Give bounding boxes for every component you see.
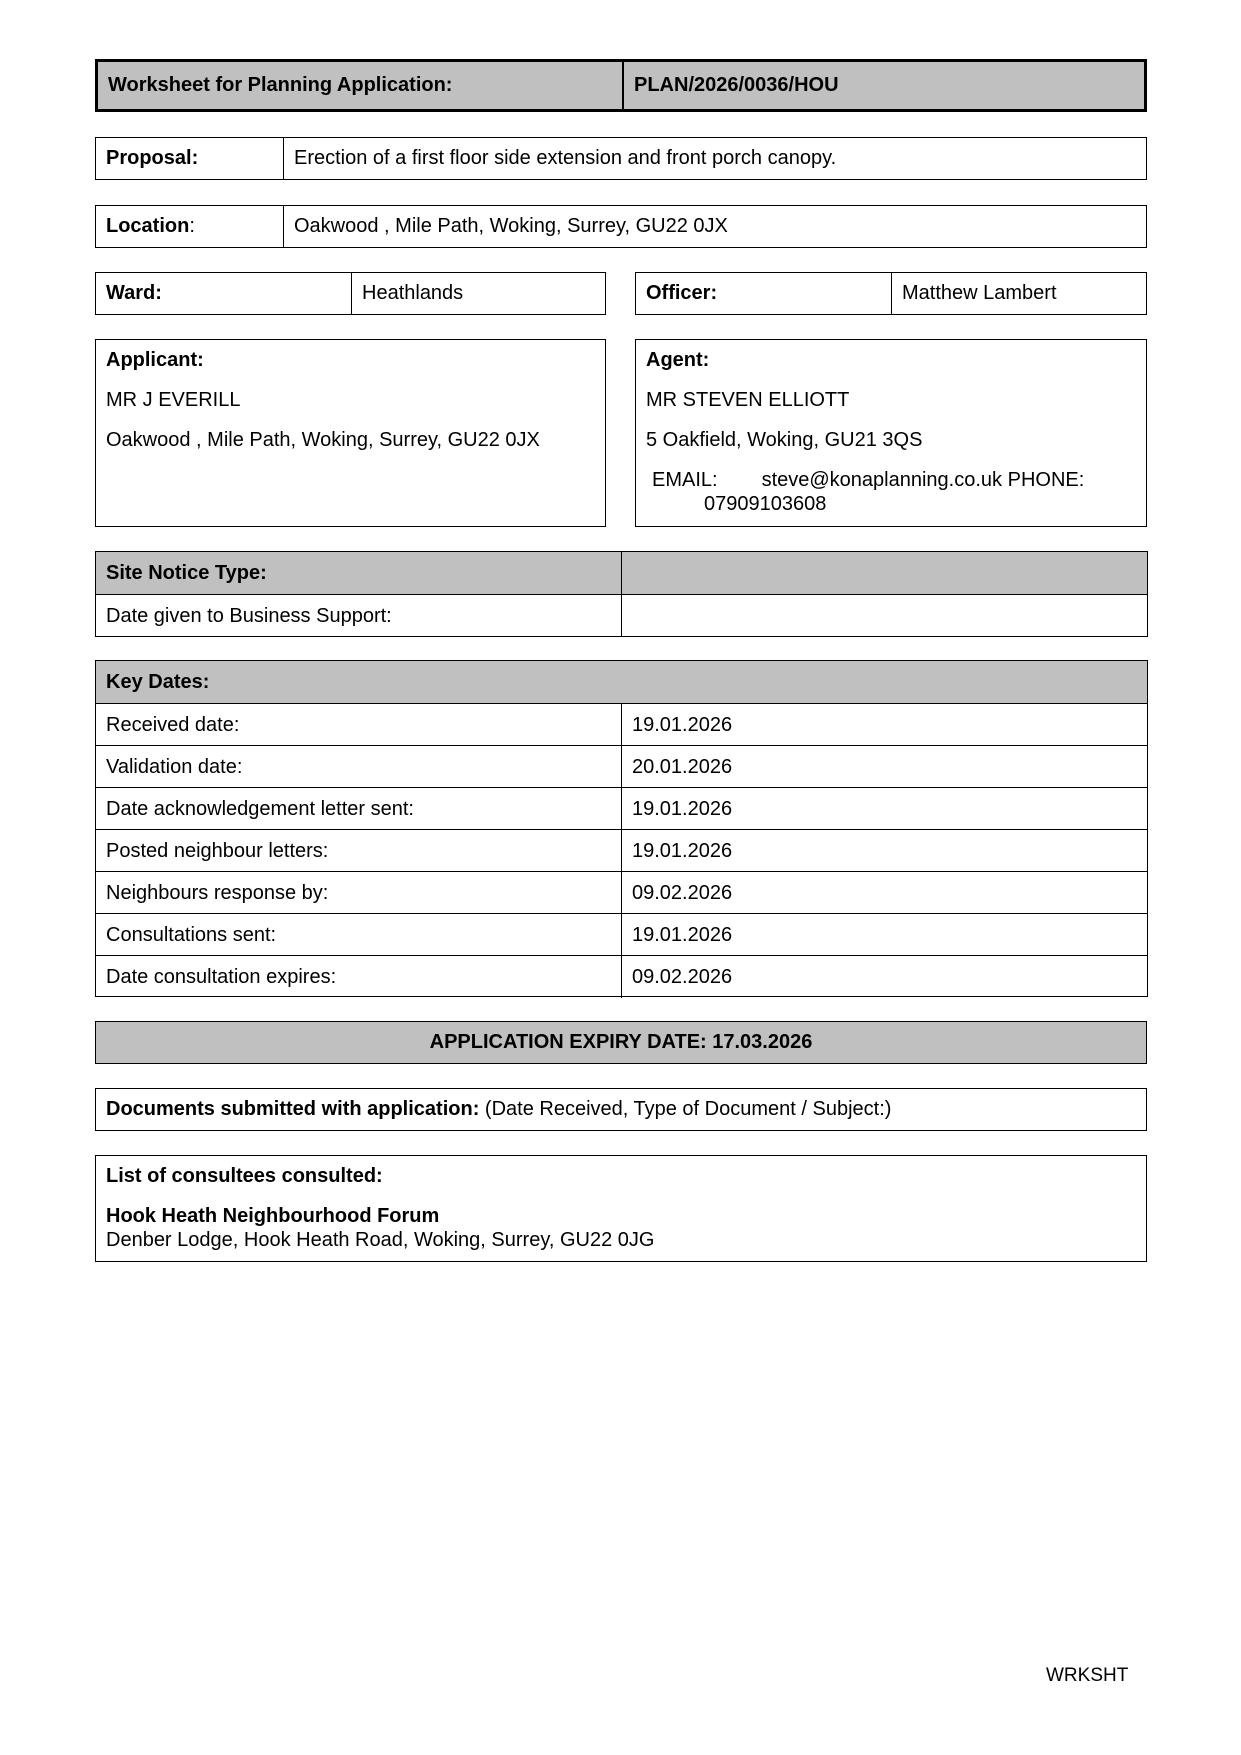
key-dates-table (95, 660, 1148, 997)
footer-code: WRKSHT (1046, 1665, 1129, 1686)
ward-row (95, 272, 606, 315)
date-label: Neighbours response by: (106, 881, 329, 904)
consultees-label: List of consultees consulted: (106, 1165, 383, 1187)
location-label-colon: : (189, 215, 195, 237)
site-notice-type-label: Site Notice Type: (106, 561, 267, 584)
proposal-value: Erection of a first floor side extension and front porch canopy. (283, 138, 1146, 179)
location-label: Location (106, 215, 190, 237)
site-notice-table (95, 551, 1148, 637)
date-label: Date consultation expires: (106, 965, 337, 988)
agent-label: Agent: (646, 349, 710, 371)
agent-phone-label: PHONE: (1007, 469, 1085, 491)
agent-address: 5 Oakfield, Woking, GU21 3QS (646, 429, 923, 451)
documents-label: Documents submitted with application: (106, 1098, 480, 1120)
documents-note: (Date Received, Type of Document / Subject:) (484, 1098, 892, 1120)
officer-row (635, 272, 1147, 315)
officer-value: Matthew Lambert (891, 273, 1146, 314)
date-value: 09.02.2026 (621, 872, 1147, 914)
worksheet-header (95, 59, 1147, 112)
consultees-box (95, 1155, 1147, 1262)
worksheet-title: Worksheet for Planning Application: (108, 74, 453, 96)
applicant-address: Oakwood , Mile Path, Woking, Surrey, GU22 0JX (106, 429, 540, 451)
location-label-cell (96, 206, 283, 247)
date-label: Validation date: (106, 755, 243, 778)
proposal-row (95, 137, 1147, 180)
consultee-name: Hook Heath Neighbourhood Forum (106, 1205, 440, 1227)
date-value: 09.02.2026 (621, 956, 1147, 998)
table-row (96, 871, 1147, 914)
site-notice-type-value (621, 552, 1147, 594)
agent-contact-line (652, 469, 1084, 492)
business-support-label: Date given to Business Support: (106, 604, 392, 627)
date-label: Received date: (106, 713, 240, 736)
business-support-row (96, 594, 1147, 637)
table-row (96, 913, 1147, 956)
documents-submitted (95, 1088, 1147, 1131)
table-row (96, 955, 1147, 998)
business-support-value (621, 595, 1147, 637)
agent-email: steve@konaplanning.co.uk (761, 469, 1003, 491)
officer-label: Officer: (646, 282, 718, 304)
ward-value: Heathlands (351, 273, 605, 314)
date-label: Date acknowledgement letter sent: (106, 797, 414, 820)
location-row (95, 205, 1147, 248)
date-value: 19.01.2026 (621, 914, 1147, 956)
applicant-label: Applicant: (106, 349, 204, 371)
date-label: Posted neighbour letters: (106, 839, 329, 862)
date-value: 19.01.2026 (621, 830, 1147, 872)
agent-name: MR STEVEN ELLIOTT (646, 389, 850, 411)
consultee-address: Denber Lodge, Hook Heath Road, Woking, Surrey, GU22 0JG (106, 1229, 655, 1251)
date-value: 20.01.2026 (621, 746, 1147, 788)
date-value: 19.01.2026 (621, 788, 1147, 830)
application-expiry-banner: APPLICATION EXPIRY DATE: 17.03.2026 (95, 1021, 1147, 1064)
table-row (96, 745, 1147, 788)
applicant-name: MR J EVERILL (106, 389, 241, 411)
date-value: 19.01.2026 (621, 704, 1147, 746)
agent-email-label: EMAIL: (652, 469, 718, 491)
proposal-label: Proposal: (106, 147, 199, 169)
agent-box (635, 339, 1147, 527)
key-dates-header (96, 661, 1147, 703)
applicant-box (95, 339, 606, 527)
application-reference: PLAN/2026/0036/HOU (622, 62, 1144, 109)
date-label: Consultations sent: (106, 923, 277, 946)
agent-phone: 07909103608 (704, 493, 827, 515)
site-notice-type-row (96, 552, 1147, 594)
table-row (96, 829, 1147, 872)
key-dates-title: Key Dates: (106, 670, 210, 693)
ward-label: Ward: (106, 282, 162, 304)
table-row (96, 787, 1147, 830)
table-row (96, 703, 1147, 746)
location-value: Oakwood , Mile Path, Woking, Surrey, GU22 0JX (283, 206, 1146, 247)
